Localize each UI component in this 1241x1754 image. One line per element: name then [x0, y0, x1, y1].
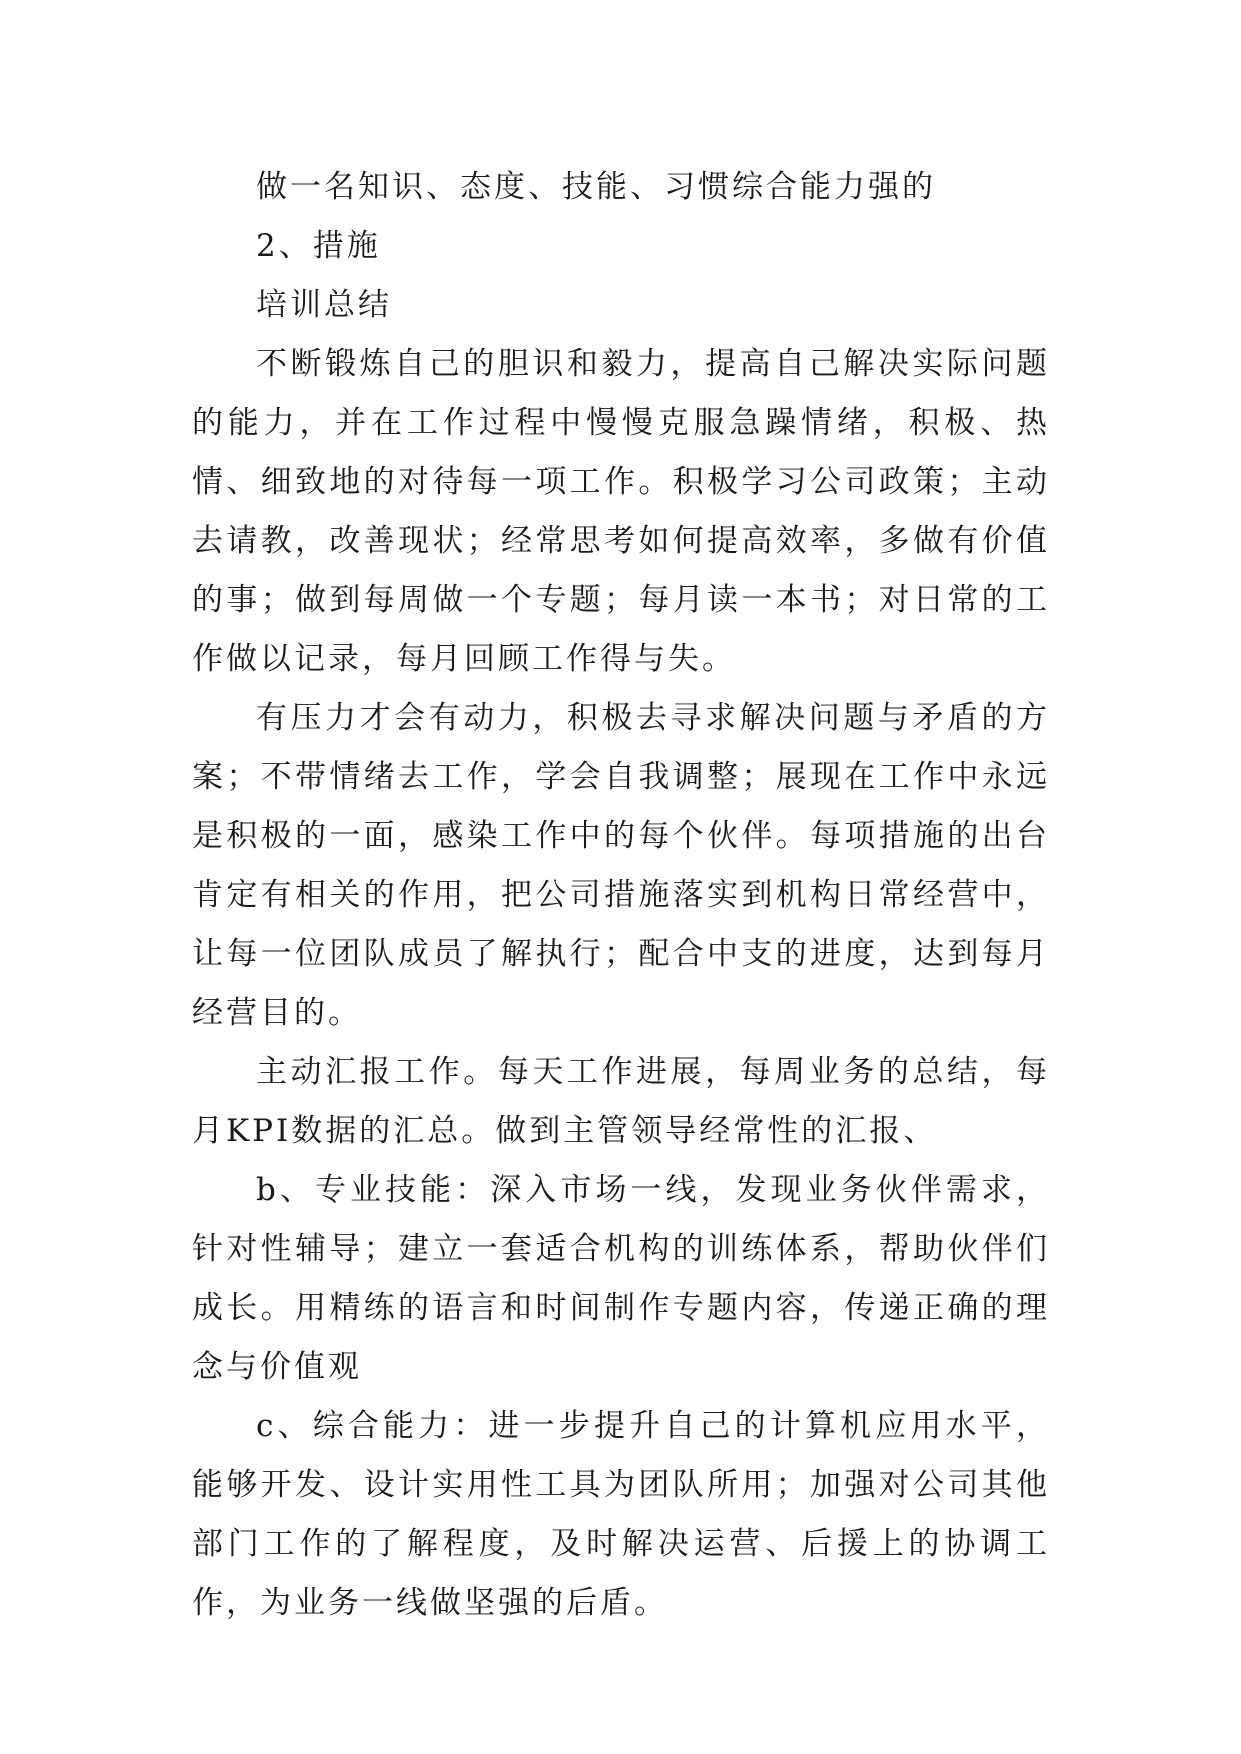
- paragraph-reporting: 主动汇报工作。每天工作进展，每周业务的总结，每月KPI数据的汇总。做到主管领导经常性的汇报、: [192, 1054, 1050, 1149]
- paragraph-motivation: 有压力才会有动力，积极去寻求解决问题与矛盾的方案；不带情绪去工作，学会自我调整；展现在工作中永远是积极的一面，感染工作中的每个伙伴。每项措施的出台肯定有相关的作用，把公司措施落实到机构日常经营中，让每一位团队成员了解执行；配合中支的进度，达到每月经营目的。: [192, 700, 1050, 1031]
- paragraph-self-improvement: 不断锻炼自己的胆识和毅力，提高自己解决实际问题的能力，并在工作过程中慢慢克服急躁情绪，积极、热情、细致地的对待每一项工作。积极学习公司政策；主动去请教，改善现状；经常思考如何提高效率，多做有价值的事；做到每周做一个专题；每月读一本书；对日常的工作做以记录，每月回顾工作得与失。: [192, 346, 1050, 677]
- paragraph-measures-heading: 2、措施: [256, 228, 381, 264]
- paragraph-goal: 做一名知识、态度、技能、习惯综合能力强的: [256, 169, 936, 205]
- document-body: [192, 158, 1050, 1633]
- paragraph-training-summary: 培训总结: [256, 287, 392, 323]
- paragraph-professional-skills: b、专业技能：深入市场一线，发现业务伙伴需求，针对性辅导；建立一套适合机构的训练体系，帮助伙伴们成长。用精练的语言和时间制作专题内容，传递正确的理念与价值观: [192, 1172, 1050, 1385]
- paragraph-comprehensive-ability: c、综合能力：进一步提升自己的计算机应用水平，能够开发、设计实用性工具为团队所用；加强对公司其他部门工作的了解程度，及时解决运营、后援上的协调工作，为业务一线做坚强的后盾。: [192, 1408, 1050, 1621]
